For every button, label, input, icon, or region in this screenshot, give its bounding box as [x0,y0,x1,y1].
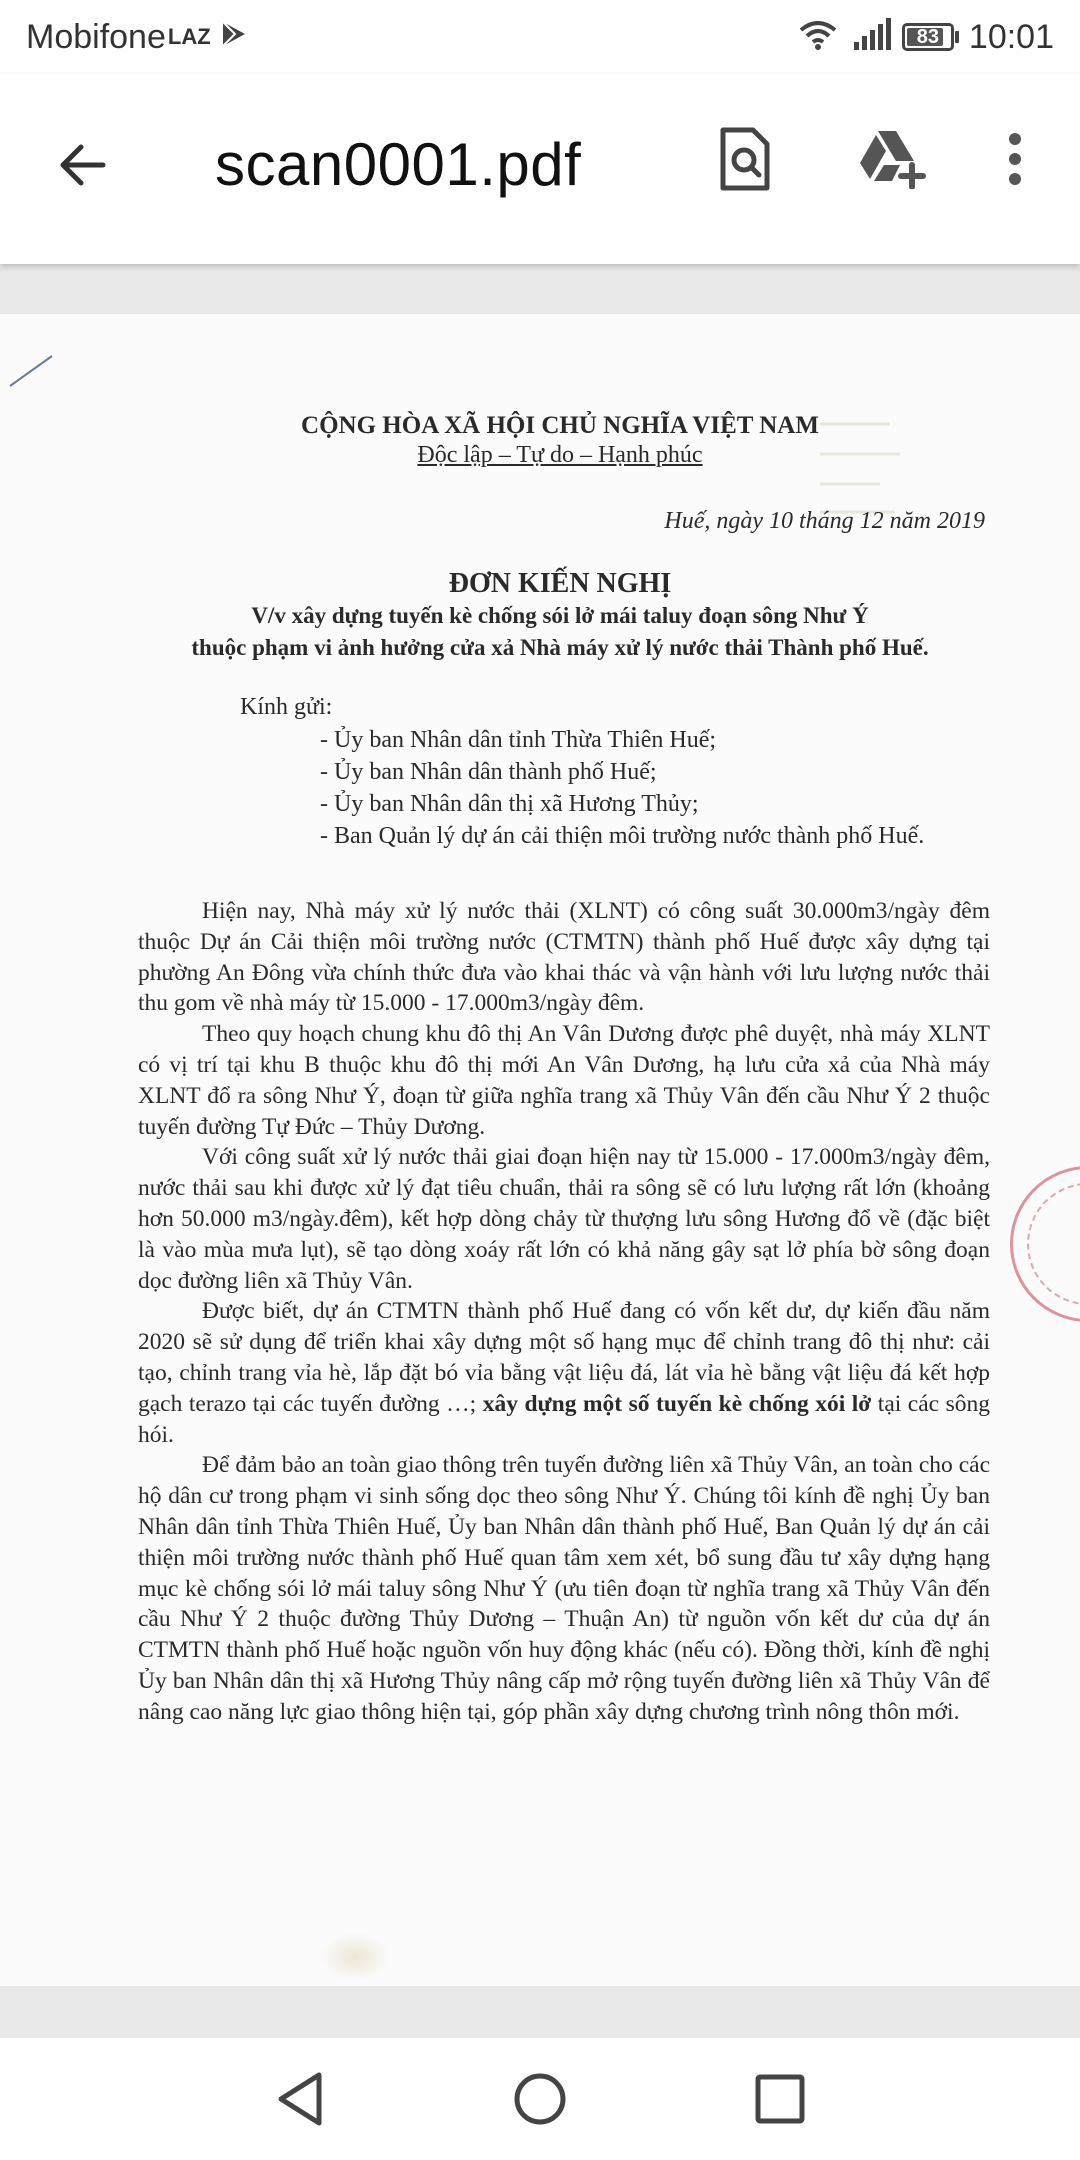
body-paragraph: Hiện nay, Nhà máy xử lý nước thải (XLNT) có công suất 30.000m3/ngày đêm thuộc Dự án Cải thiện môi trường nước (CTMTN) thành phố Huế được xây dựng tại phường An Đông vừa chính thức đưa vào khai thác và vận hành với lưu lượng nước thải thu gom về nhà máy từ 15.000 - 17.000m3/ngày đêm. [138,898,990,1017]
drive-add-icon [856,129,928,189]
status-bar [0,0,1080,74]
document-title: scan0001.pdf [215,131,582,198]
home-circle-icon [512,2071,568,2127]
paragraph-text: tại các sông hói. [138,1390,990,1448]
signal-icon [852,18,892,57]
pdf-page [0,314,1080,1986]
page-smudge [320,1932,390,1982]
date-line: Huế, ngày 10 tháng 12 năm 2019 [664,508,985,534]
motto: Độc lập – Tự do – Hạnh phúc [417,442,703,468]
nav-recents-button[interactable] [735,2054,825,2144]
wifi-icon [798,18,838,57]
system-nav-bar [0,2038,1080,2160]
carrier-name: Mobifone [26,17,166,56]
body-paragraph: Theo quy hoạch chung khu đô thị An Vân Dương được phê duyệt, nhà máy XLNT có vị trí tại khu B thuộc khu đô thị mới An Vân Dương, hạ lưu cửa xả của Nhà máy XLNT đổ ra sông Như Ý, đoạn từ giữa nghĩa trang xã Thủy Vân đến cầu Như Ý 2 thuộc tuyến đường Tự Đức – Thủy Dương. [138,1021,990,1140]
subject-line-2: thuộc phạm vi ảnh hưởng cửa xả Nhà máy xử lý nước thải Thành phố Huế. [191,635,929,660]
play-store-icon [219,19,249,56]
body-paragraph [138,1296,990,1450]
clock: 10:01 [968,17,1054,56]
recipient-list [320,724,924,852]
subject-line-1: V/v xây dựng tuyến kè chống sói lở mái taluy đoạn sông Như Ý [251,603,869,628]
carrier-tag: LAZ [167,24,211,49]
body-paragraph: Với công suất xử lý nước thải giai đoạn hiện nay từ 15.000 - 17.000m3/ngày đêm, nước thải sau khi được xử lý đạt tiêu chuẩn, thải ra sông sẽ có lưu lượng rất lớn (khoảng hơn 50.000 m3/ngày.đêm), kết hợp dòng chảy từ thượng lưu sông Hương đổ về (đặc biệt là vào mùa mưa lụt), sẽ tạo dòng xoáy rất lớn có khả năng gây sạt lở phía bờ sông đoạn dọc đường liên xã Thủy Vân. [138,1144,990,1294]
back-arrow-icon [55,137,111,193]
more-vert-icon [1005,131,1025,187]
red-stamp-seal [1010,1166,1080,1322]
document-viewer[interactable] [0,268,1080,2038]
nav-back-button[interactable] [255,2054,345,2144]
back-triangle-icon [275,2071,325,2127]
paragraph-text: Được biết, dự án CTMTN thành phố Huế đang có vốn kết dư, dự kiến đầu năm 2020 sẽ sử dụng để triển khai xây dựng một số hạng mục để chỉnh trang đô thị như: cải tạo, chỉnh trang vỉa hè, lắp đặt bó vỉa bằng vật liệu đá, lát vỉa hè bằng vật liệu đá kết hợp gạch terazo tại các tuyến đường …; [138,1298,990,1417]
salutation: Kính gửi: [240,694,333,720]
subject [0,600,1080,664]
battery-icon [902,23,959,51]
document-heading: ĐƠN KIẾN NGHỊ [448,568,672,599]
document-search-icon [717,126,773,192]
recents-square-icon [754,2073,806,2125]
more-options-button[interactable] [980,114,1050,204]
recipient-item: - Ban Quản lý dự án cải thiện môi trường nước thành phố Huế. [320,823,925,849]
recipient-item: - Ủy ban Nhân dân thị xã Hương Thủy; [320,791,699,817]
document-search-button[interactable] [700,114,790,204]
body-paragraph: Để đảm bảo an toàn giao thông trên tuyến đường liên xã Thủy Vân, an toàn cho các hộ dân cư trong phạm vi sinh sống dọc theo sông Như Ý. Chúng tôi kính đề nghị Ủy ban Nhân dân tỉnh Thừa Thiên Huế, Ủy ban Nhân dân thành phố Huế, Ban Quản lý dự án cải thiện môi trường nước thành phố Huế quan tâm xem xét, bổ sung đầu tư xây dựng hạng mục kè chống sói lở mái taluy sông Như Ý (ưu tiên đoạn từ nghĩa trang xã Thủy Vân đến cầu Như Ý 2 thuộc đường Thủy Dương – Thuận An) từ nguồn vốn kết dư của dự án CTMTN thành phố Huế hoặc nguồn vốn huy động khác (nếu có). Đồng thời, kính đề nghị Ủy ban Nhân dân thị xã Hương Thủy nâng cấp mở rộng tuyến đường liên xã Thủy Vân để nâng cao năng lực giao thông hiện tại, góp phần xây dựng chương trình nông thôn mới. [138,1452,990,1725]
app-bar [0,74,1080,264]
recipient-item: - Ủy ban Nhân dân thành phố Huế; [320,759,657,785]
nation-header: CỘNG HÒA XÃ HỘI CHỦ NGHĨA VIỆT NAM [301,412,819,439]
paragraph-emphasis: xây dựng một số tuyến kè chống xói lở [482,1390,872,1417]
recipient-item: - Ủy ban Nhân dân tỉnh Thừa Thiên Huế; [320,727,717,753]
back-button[interactable] [38,120,128,210]
battery-level: 83 [916,25,940,48]
add-to-drive-button[interactable] [842,114,942,204]
nav-home-button[interactable] [495,2054,585,2144]
pen-mark-icon [8,350,58,390]
document-body [138,896,990,1728]
